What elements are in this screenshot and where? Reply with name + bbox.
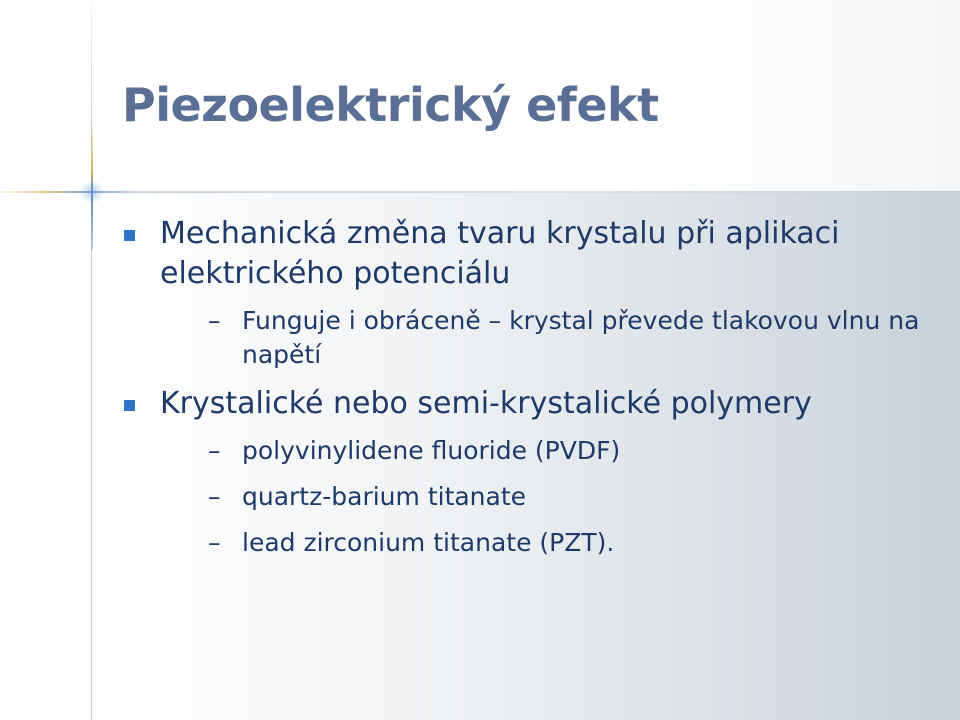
square-bullet-icon	[124, 230, 135, 241]
sub-bullet-text: polyvinylidene fluoride (PVDF)	[242, 436, 621, 465]
bullet-item	[120, 384, 930, 560]
sub-bullet-item	[160, 304, 930, 372]
sub-bullet-list	[160, 304, 930, 372]
bullet-item	[120, 214, 930, 372]
bullet-list	[120, 214, 930, 572]
divider-intersection-glow	[80, 180, 104, 204]
left-strip	[0, 0, 92, 720]
slide-title: Piezoelektrický efekt	[122, 78, 659, 132]
sub-bullet-text: quartz-barium titanate	[242, 482, 527, 511]
dash-icon: –	[208, 482, 221, 511]
horizontal-divider	[0, 191, 960, 193]
square-bullet-icon	[124, 400, 135, 411]
sub-bullet-item	[160, 526, 930, 560]
dash-icon: –	[208, 528, 221, 557]
dash-icon: –	[208, 306, 221, 335]
bullet-text: Krystalické nebo semi-krystalické polymery	[160, 386, 812, 421]
vertical-divider	[91, 0, 92, 720]
sub-bullet-list	[160, 434, 930, 560]
sub-bullet-item	[160, 480, 930, 514]
bullet-text: Mechanická změna tvaru krystalu při aplikaci elektrického potenciálu	[160, 216, 840, 291]
sub-bullet-text: Funguje i obráceně – krystal převede tlakovou vlnu na napětí	[242, 306, 920, 369]
dash-icon: –	[208, 436, 221, 465]
sub-bullet-text: lead zirconium titanate (PZT).	[242, 528, 615, 557]
sub-bullet-item	[160, 434, 930, 468]
